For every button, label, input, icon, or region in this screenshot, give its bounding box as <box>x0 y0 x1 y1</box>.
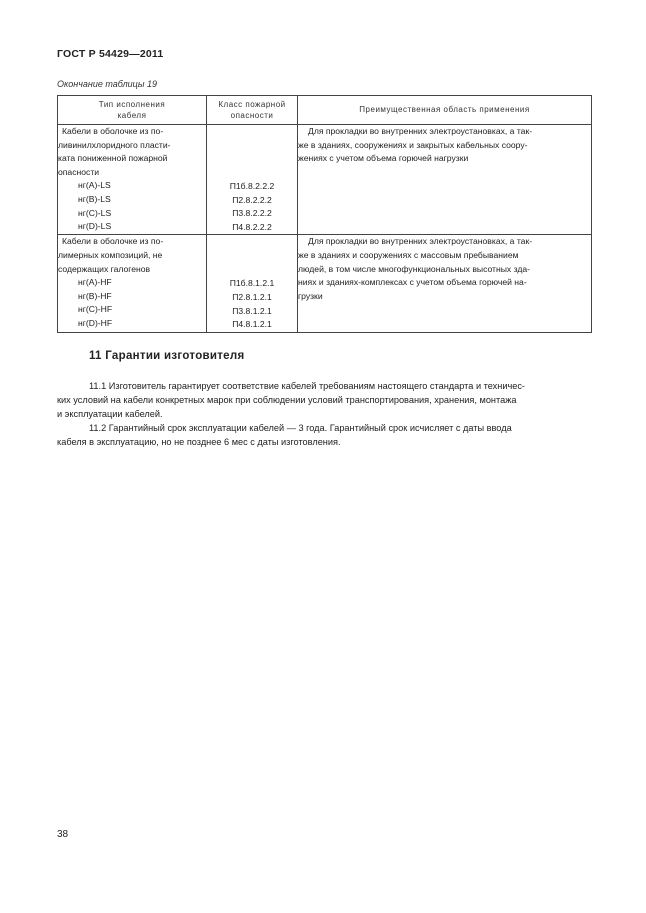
application-line: жениях с учетом объема горючей нагрузки <box>298 153 469 164</box>
cable-mark: нг(A)-LS <box>78 180 111 191</box>
type-desc-line: Кабели в оболочке из по- <box>62 126 164 136</box>
table-row <box>58 235 592 332</box>
cable-mark: нг(A)-HF <box>78 277 112 288</box>
fire-class-code: П3.8.2.2.2 <box>232 208 272 219</box>
header-line: Класс пожарной <box>218 99 286 109</box>
application-line: же в зданиях, сооружениях и закрытых кабельных соору- <box>298 139 528 150</box>
header-line: Тип исполнения <box>98 99 166 109</box>
cell-fire-class <box>207 125 298 235</box>
paragraph-line: 11.2 Гарантийный срок эксплуатации кабелей — 3 года. Гарантийный срок исчисляет с даты ввода <box>89 423 512 433</box>
fire-class-code: П2.8.2.2.2 <box>232 194 272 205</box>
type-desc-line: содержащих галогенов <box>58 263 151 274</box>
document-code: ГОСТ Р 54429—2011 <box>57 48 164 60</box>
cell-application <box>298 235 592 332</box>
fire-class-code: П4.8.1.2.1 <box>232 319 272 330</box>
table-header-row <box>58 96 592 125</box>
fire-class-code: П4.8.2.2.2 <box>232 221 272 232</box>
cable-mark: нг(B)-HF <box>78 290 112 301</box>
header-line: опасности <box>230 111 274 120</box>
type-desc-line: ката пониженной пожарной <box>58 153 168 164</box>
application-line: ниях и зданиях-комплексах с учетом объема горючей на- <box>298 277 527 288</box>
header-line: Преимущественная область применения <box>359 105 530 115</box>
paragraph-line: кабеля в эксплуатацию, но не позднее 6 мес с даты изготовления. <box>57 437 341 447</box>
header-cable-type <box>58 96 207 125</box>
cable-mark: нг(B)-LS <box>78 193 111 204</box>
cell-cable-type <box>58 235 207 332</box>
table-caption: Окончание таблицы 19 <box>57 79 157 89</box>
cable-mark: нг(C)-LS <box>78 207 112 218</box>
header-line: кабеля <box>117 111 147 120</box>
section-title: 11 Гарантии изготовителя <box>89 350 245 362</box>
cell-cable-type <box>58 125 207 235</box>
type-desc-line: лимерных композиций, не <box>58 249 163 260</box>
application-line: Для прокладки во внутренних электроустановках, а так- <box>308 126 533 136</box>
header-fire-class <box>207 96 298 125</box>
header-application <box>298 96 592 125</box>
application-line: людей, в том числе многофункциональных высотных зда- <box>298 263 531 274</box>
cable-mark: нг(D)-LS <box>78 221 112 232</box>
page-number: 38 <box>57 829 69 840</box>
cell-fire-class <box>207 235 298 332</box>
paragraph-11-2 <box>57 421 592 449</box>
application-line: же в зданиях и сооружениях с массовым пребыванием <box>298 249 519 260</box>
fire-class-code: П1б.8.2.2.2 <box>229 181 275 191</box>
cable-spec-table <box>57 95 592 333</box>
paragraph-line: ких условий на кабели конкретных марок при соблюдении условий транспортирования, хранения, монтажа <box>57 395 517 405</box>
fire-class-code: П3.8.1.2.1 <box>232 305 272 316</box>
cable-mark: нг(D)-HF <box>78 317 113 328</box>
fire-class-code: П1б.8.1.2.1 <box>229 278 275 289</box>
cable-mark: нг(C)-HF <box>78 304 113 315</box>
paragraph-line: и эксплуатации кабелей. <box>57 409 163 419</box>
type-desc-line: ливинилхлоридного пласти- <box>58 139 171 150</box>
table-row <box>58 125 592 235</box>
fire-class-code: П2.8.1.2.1 <box>232 291 272 302</box>
type-desc-line: опасности <box>58 166 100 177</box>
application-line: Для прокладки во внутренних электроустановках, а так- <box>308 236 533 247</box>
paragraph-11-1 <box>57 379 592 421</box>
type-desc-line: Кабели в оболочке из по- <box>62 236 164 247</box>
cell-application <box>298 125 592 235</box>
paragraph-line: 11.1 Изготовитель гарантирует соответствие кабелей требованиям настоящего стандарта и техничес- <box>89 381 525 391</box>
application-line: грузки <box>298 290 323 301</box>
